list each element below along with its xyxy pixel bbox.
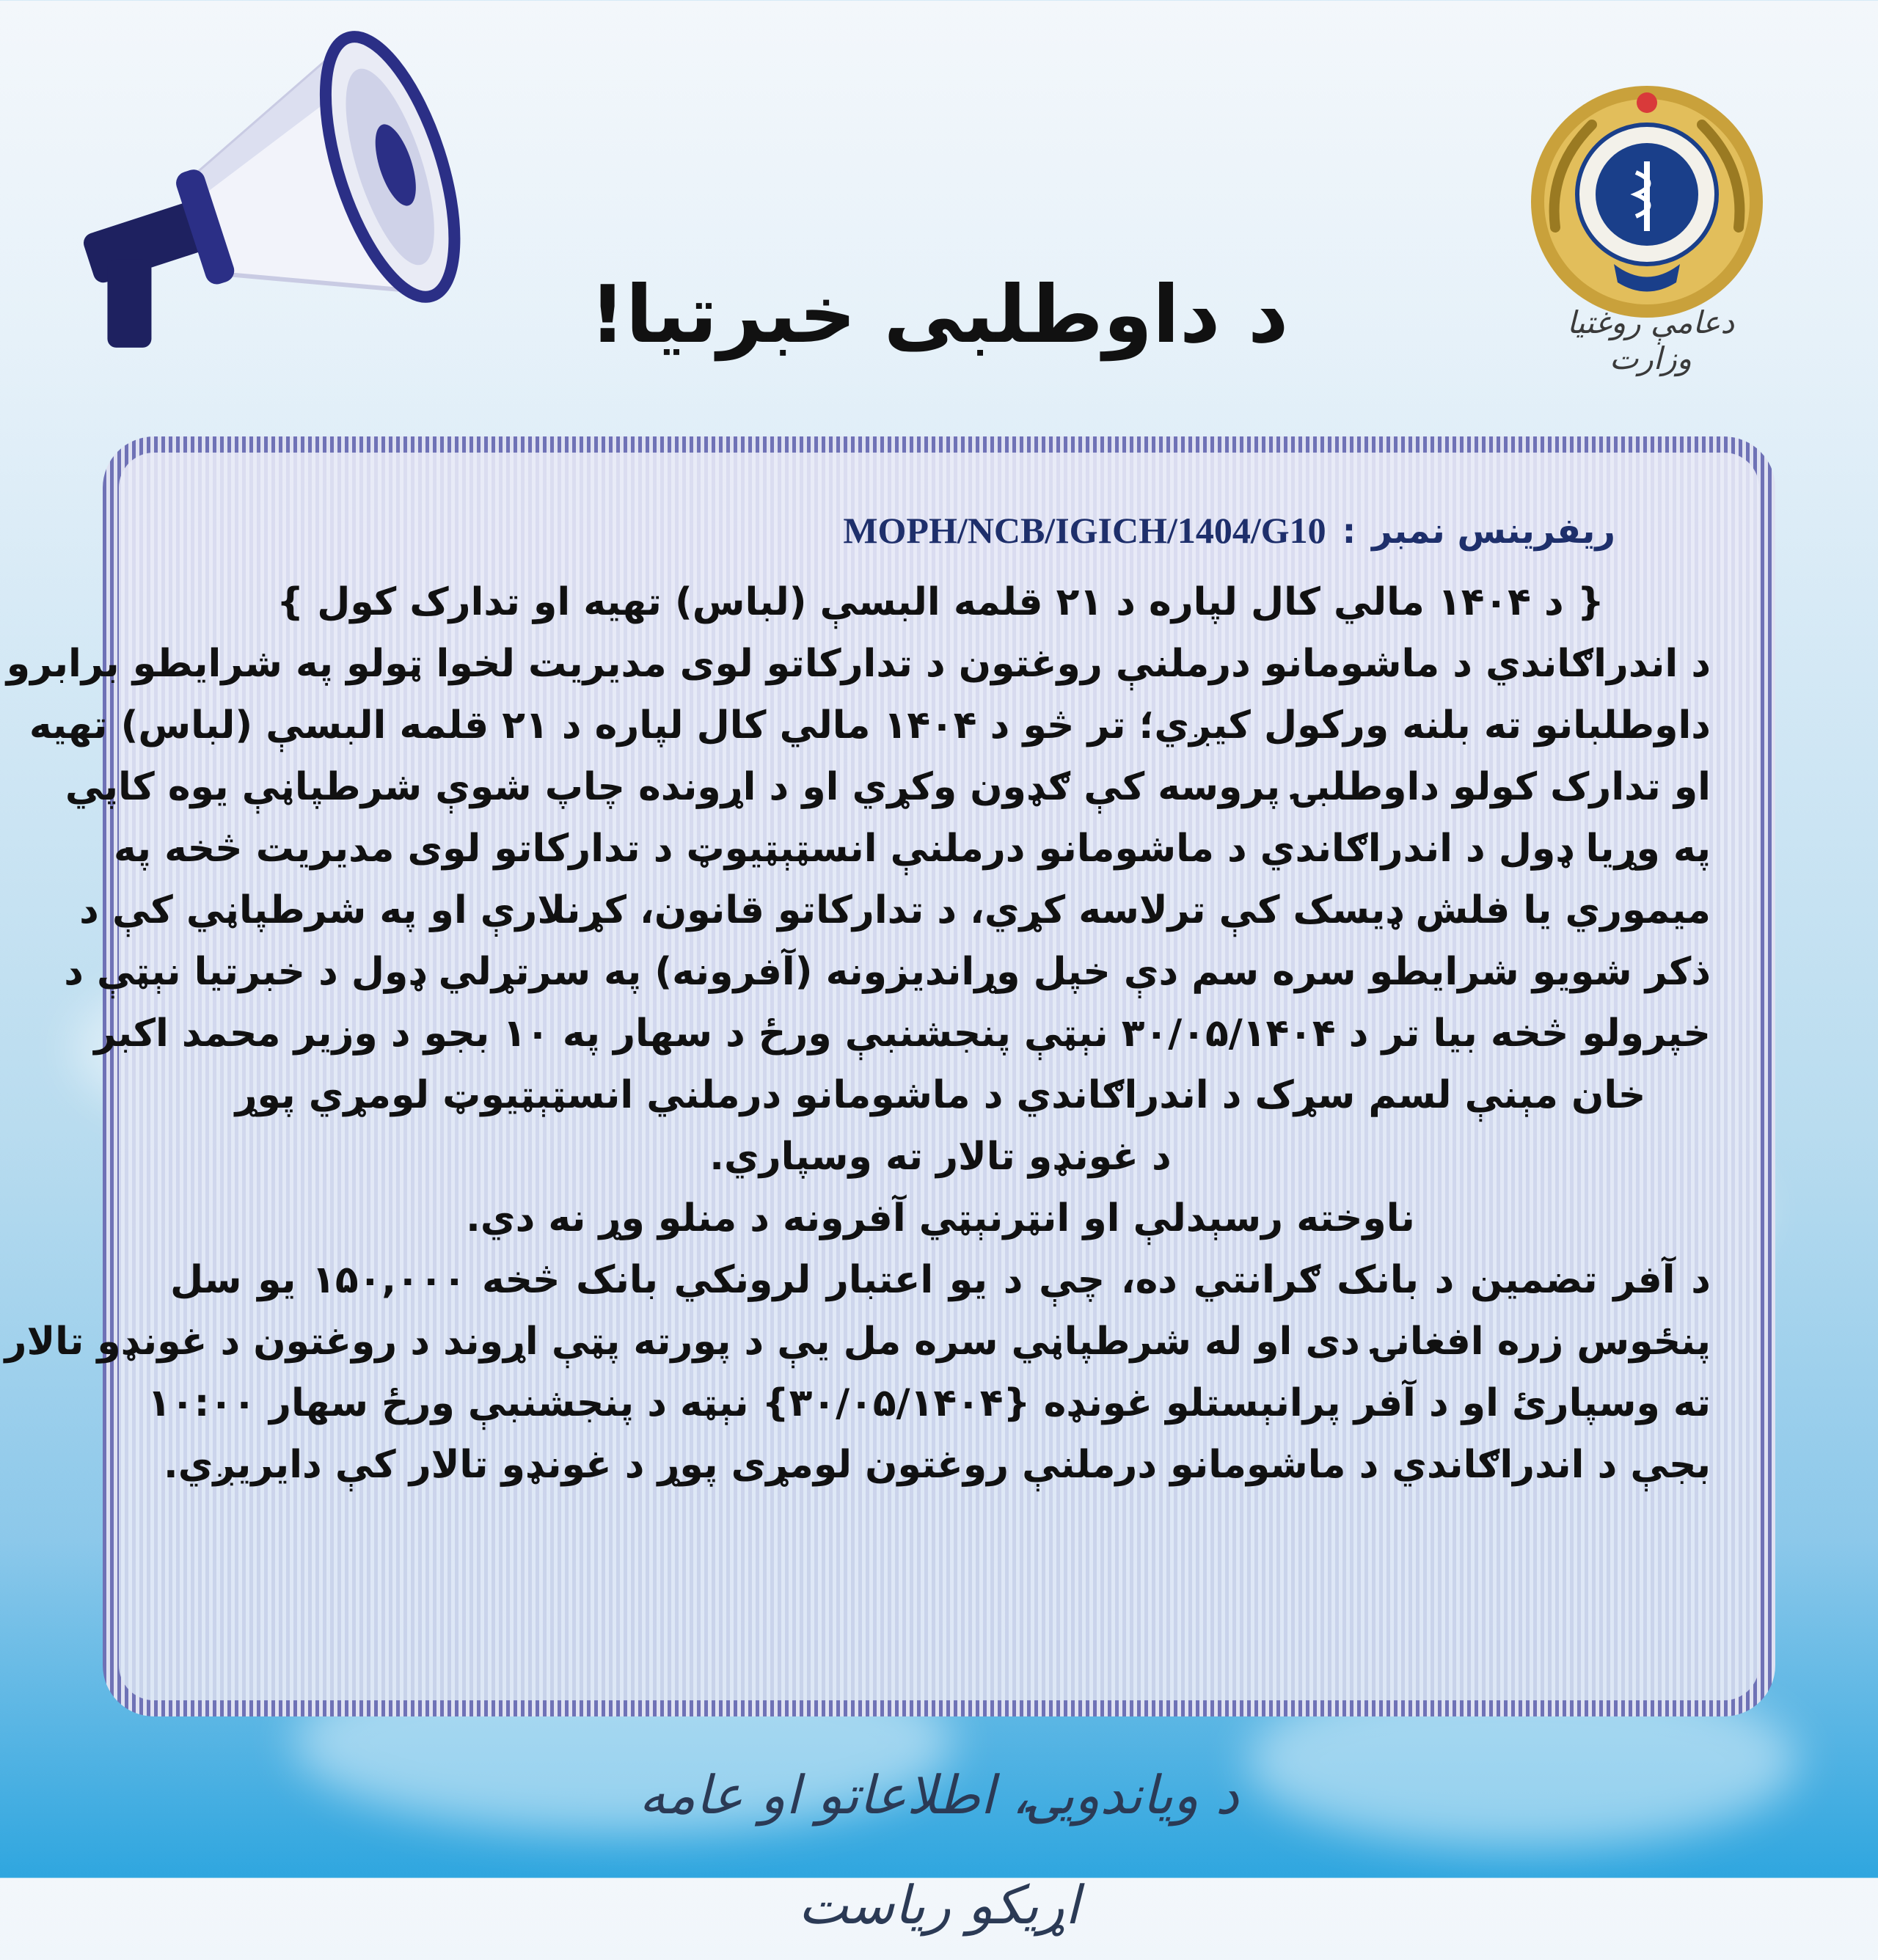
notice-frame bbox=[4, 436, 1775, 1716]
notice-heading: { د ۱۴۰۴ مالي کال لپاره د ۲۱ قلمه البسې (لباس) تهیه او تدارک کول } bbox=[277, 580, 1604, 624]
reference-separator: : bbox=[1342, 511, 1356, 551]
notice-line: بجې د اندراګاندي د ماشومانو درملنې روغتون لومړی پوړ د غونډو تالار کې دایریږي. bbox=[164, 1443, 1711, 1487]
notice-line: په وړیا ډول د اندراګاندي د ماشومانو درملنې انسټېټیوټ د تدارکاتو لوی مدیریت څخه په bbox=[113, 827, 1711, 871]
notice-line: داوطلبانو ته بلنه ورکول کیږي؛ تر څو د ۱۴۰۴ مالي کال لپاره د ۲۱ قلمه البسې (لباس) تهیه bbox=[29, 703, 1711, 747]
megaphone-icon bbox=[51, 29, 462, 381]
footer-calligraphy: د ویاندویۍ، اطلاعاتو او عامه اړیکو ریاست bbox=[639, 1764, 1239, 1936]
notice-line: د آفر تضمین د بانک ګرانتي ده، چې د یو اعتبار لرونکي بانک څخه ۱۵۰,۰۰۰ یو سل bbox=[170, 1258, 1711, 1302]
notice-line: ذکر شویو شرایطو سره سم دې خپل وړاندیزونه (آفرونه) په سرتړلي ډول د خبرتیا نېټې د bbox=[64, 950, 1711, 994]
ministry-logo bbox=[1526, 81, 1768, 323]
notice-line: د غونډو تالار ته وسپاري. bbox=[709, 1135, 1172, 1179]
notice-line: خان مېنې لسم سړک د اندراګاندي د ماشومانو درملني انسټېټیوټ لومړي پوړ bbox=[235, 1073, 1646, 1117]
notice-line: ته وسپارئ او د آفر پرانېستلو غونډه {۳۰/۰۵/۱۴۰۴} نېټه د پنجشنبې ورځ سهار ۱۰:۰۰ bbox=[147, 1381, 1711, 1425]
notice-line: میموري یا فلش ډیسک کې ترلاسه کړي، د تدارکاتو قانون، کړنلارې او په شرطپاڼي کې د bbox=[79, 888, 1711, 932]
notice-line: پنځوس زره افغانۍ دی او له شرطپاڼي سره مل یې د پورته پټې اړوند د روغتون د غونډو تالار bbox=[4, 1320, 1711, 1364]
notice-line: او تدارک کولو داوطلبۍ پروسه کې ګډون وکړي او د اړونده چاپ شوې شرطپاڼې یوه کاپي bbox=[65, 765, 1711, 809]
reference-number: MOPH/NCB/IGICH/1404/G10 bbox=[843, 510, 1326, 551]
page-title: د داوطلبی خبرتیا! bbox=[589, 269, 1289, 361]
reference-label: ریفرینس نمبر bbox=[1372, 511, 1615, 552]
notice-line: خپرولو څخه بیا تر د ۳۰/۰۵/۱۴۰۴ نېټې پنجشنبې ورځ د سهار په ۱۰ بجو د وزیر محمد اکبر bbox=[94, 1012, 1711, 1056]
logo-caption: دعامې روغتیا وزارت bbox=[1566, 304, 1735, 376]
notice-line: د اندراګاندي د ماشومانو درملنې روغتون د تدارکاتو لوی مدیریت لخوا ټولو په شرایطو برابرو bbox=[6, 642, 1711, 686]
reference-line bbox=[843, 501, 1615, 560]
notice-line: ناوخته رسېدلې او انټرنېټي آفرونه د منلو وړ نه دي. bbox=[466, 1196, 1415, 1240]
